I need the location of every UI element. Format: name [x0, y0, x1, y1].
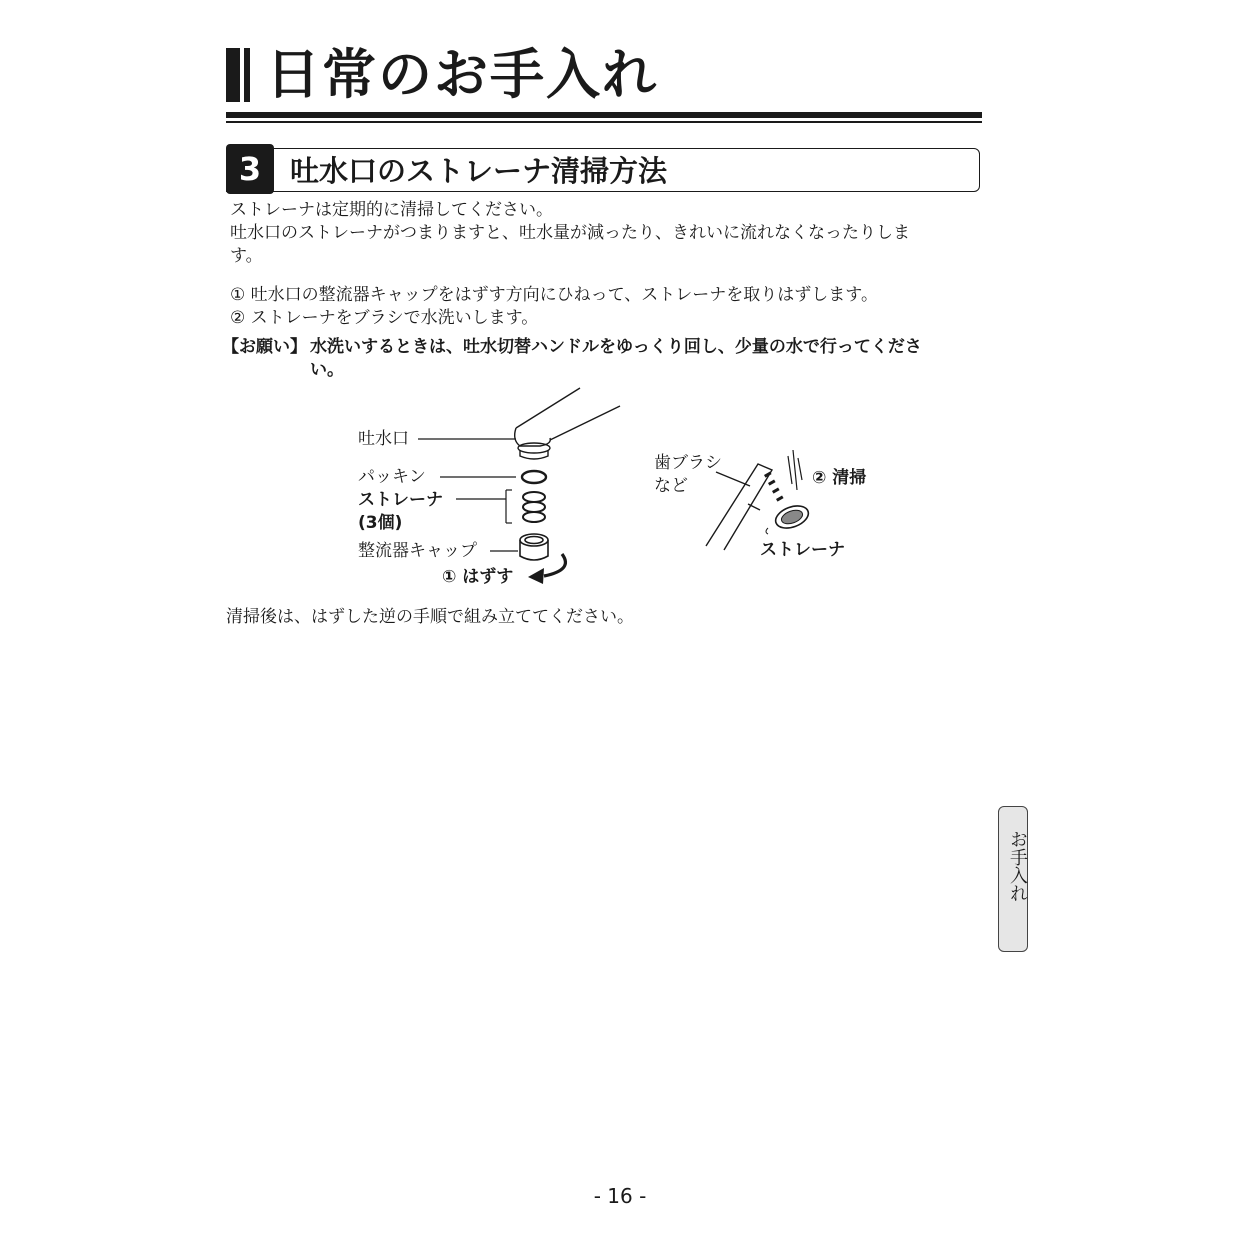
chapter-title: 日常のお手入れ — [266, 43, 658, 106]
label-clean-step: ② 清掃 — [812, 468, 867, 488]
label-strainer-count: (3個) — [358, 513, 403, 533]
notice-line-2: い。 — [310, 360, 344, 380]
chapter-rule-thick — [226, 112, 982, 118]
notice-line-1: 水洗いするときは、吐水切替ハンドルをゆっくり回し、少量の水で行ってくださ — [310, 337, 922, 357]
closing-text: 清掃後は、はずした逆の手順で組み立ててください。 — [226, 607, 634, 627]
step-1: ① 吐水口の整流器キャップをはずす方向にひねって、ストレーナを取りはずします。 — [230, 285, 878, 305]
chapter-rule-thin — [226, 121, 982, 123]
section-number: 3 — [226, 144, 274, 194]
chapter-marker-bar — [226, 48, 240, 102]
strainer-stack-drawing — [523, 492, 545, 522]
label-brush-2: など — [654, 476, 688, 496]
remove-arrow-head — [528, 568, 544, 584]
step-2: ② ストレーナをブラシで水洗いします。 — [230, 308, 539, 328]
label-brush-1: 歯ブラシ — [654, 453, 722, 473]
chapter-marker-bar-thin — [244, 48, 250, 102]
intro-line-1: ストレーナは定期的に清掃してください。 — [230, 200, 553, 220]
label-strainer: ストレーナ — [358, 490, 443, 510]
label-cap: 整流器キャップ — [358, 541, 477, 561]
notice-label: 【お願い】 — [222, 337, 307, 357]
brush-drawing — [706, 464, 772, 550]
cap-drawing — [520, 534, 548, 560]
intro-line-2: 吐水口のストレーナがつまりますと、吐水量が減ったり、きれいに流れなくなったりしま — [230, 223, 910, 243]
page-number: - 16 - — [593, 1184, 647, 1208]
label-strainer-right: ストレーナ — [760, 540, 845, 560]
spout-drawing — [515, 388, 620, 459]
side-tab-label: お手入れ — [1007, 830, 1028, 902]
label-remove-step: ① はずす — [442, 567, 514, 587]
section-title: 吐水口のストレーナ清掃方法 — [290, 154, 668, 188]
cleaning-motion-lines — [788, 450, 802, 490]
intro-line-3: す。 — [230, 246, 263, 266]
brush-bristles — [764, 472, 784, 502]
label-spout: 吐水口 — [358, 429, 409, 449]
label-packing: パッキン — [358, 467, 426, 487]
packing-drawing — [522, 471, 546, 483]
